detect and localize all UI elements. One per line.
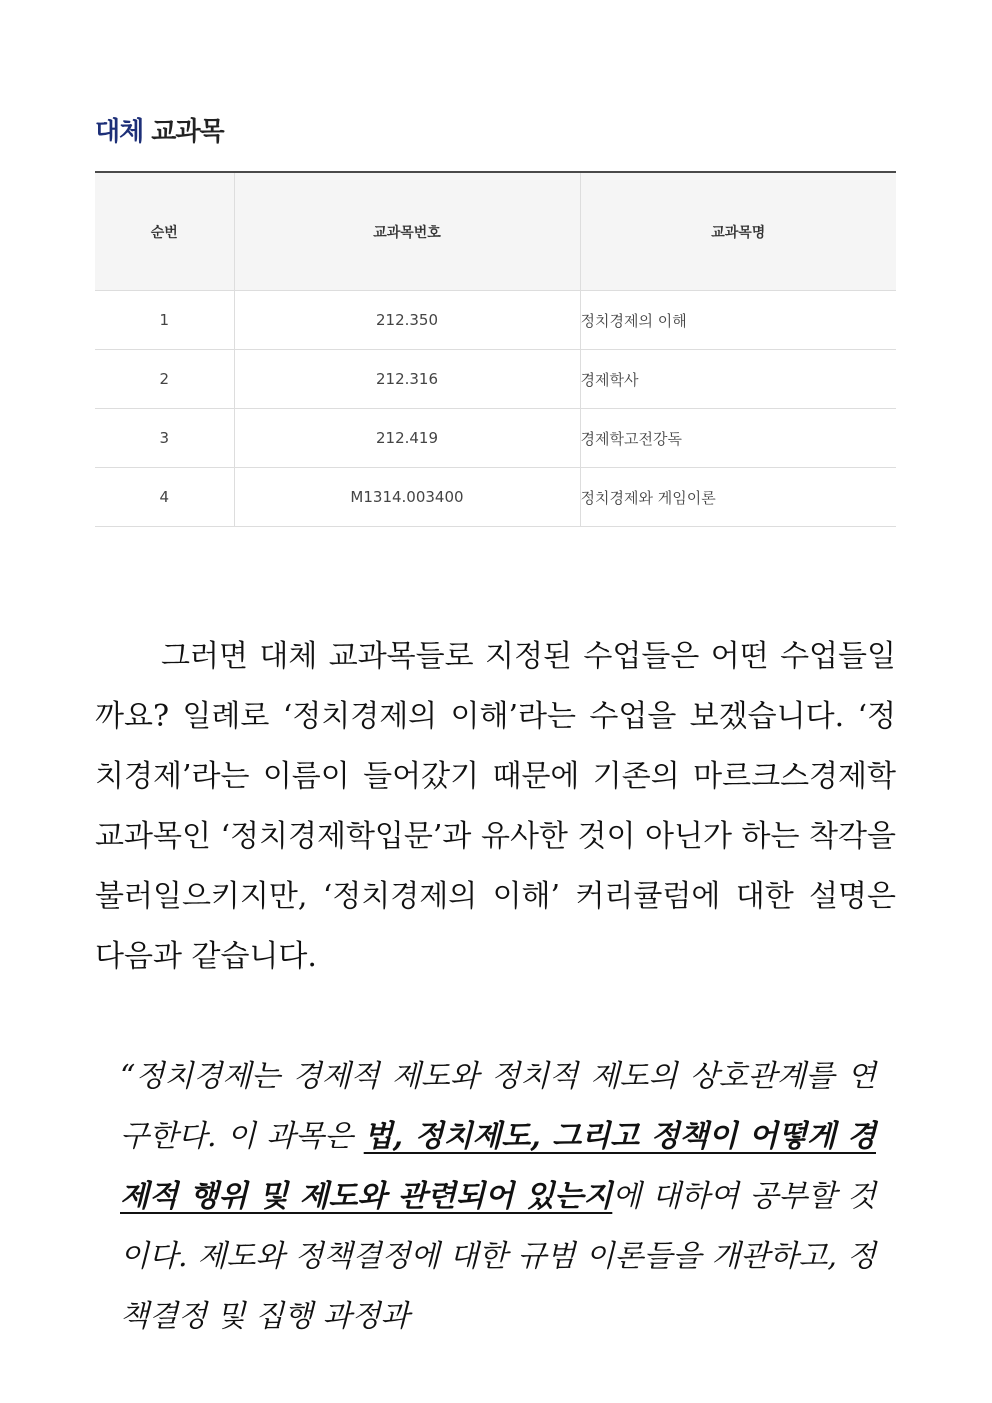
header-course-name: 교과목명	[580, 172, 896, 291]
row-course-code: 212.316	[234, 350, 580, 409]
table-row	[95, 291, 896, 350]
table-row	[95, 409, 896, 468]
row-course-name: 정치경제와 게임이론	[580, 468, 896, 527]
section-title-rest: 교과목	[151, 117, 224, 147]
row-number: 3	[95, 409, 234, 468]
table-header-row	[95, 172, 896, 291]
section-title	[95, 114, 224, 150]
row-course-code: 212.350	[234, 291, 580, 350]
quote-emphasis: 법, 정치제도, 그리고 정책이 어떻게 경제적 행위 및 제도와 관련되어 있는지	[120, 1119, 876, 1214]
row-number: 2	[95, 350, 234, 409]
row-course-code: 212.419	[234, 409, 580, 468]
row-course-code: M1314.003400	[234, 468, 580, 527]
row-course-name: 정치경제의 이해	[580, 291, 896, 350]
table-row	[95, 468, 896, 527]
quote-intro: “정치경제는 경제적 제도와 정치적 제도의 상호관계를 연구한다. 이 과목은	[120, 1059, 876, 1154]
table-row	[95, 350, 896, 409]
row-course-name: 경제학고전강독	[580, 409, 896, 468]
header-course-code: 교과목번호	[234, 172, 580, 291]
curriculum-quote	[120, 1047, 876, 1347]
body-paragraph: 그러면 대체 교과목들로 지정된 수업들은 어떤 수업들일까요? 일례로 ‘정치경제의 이해’라는 수업을 보겠습니다. ‘정치경제’라는 이름이 들어갔기 때문에 기존의 마르크스경제학 교과목인 ‘정치경제학입문’과 유사한 것이 아닌가 하는 착각을 불러일으키지만, ‘정치경제의 이해’ 커리큘럼에 대한 설명은 다음과 같습니다.	[95, 639, 896, 974]
substitute-courses-table	[95, 171, 896, 527]
header-number: 순번	[95, 172, 234, 291]
row-number: 4	[95, 468, 234, 527]
section-title-accent: 대체	[95, 117, 144, 147]
quote-continuation: 에 대하여 공부할 것이다. 제도와 정책결정에 대한 규범 이론들을 개관하고, 정책결정 및 집행 과정과	[120, 1179, 876, 1334]
row-course-name: 경제학사	[580, 350, 896, 409]
row-number: 1	[95, 291, 234, 350]
